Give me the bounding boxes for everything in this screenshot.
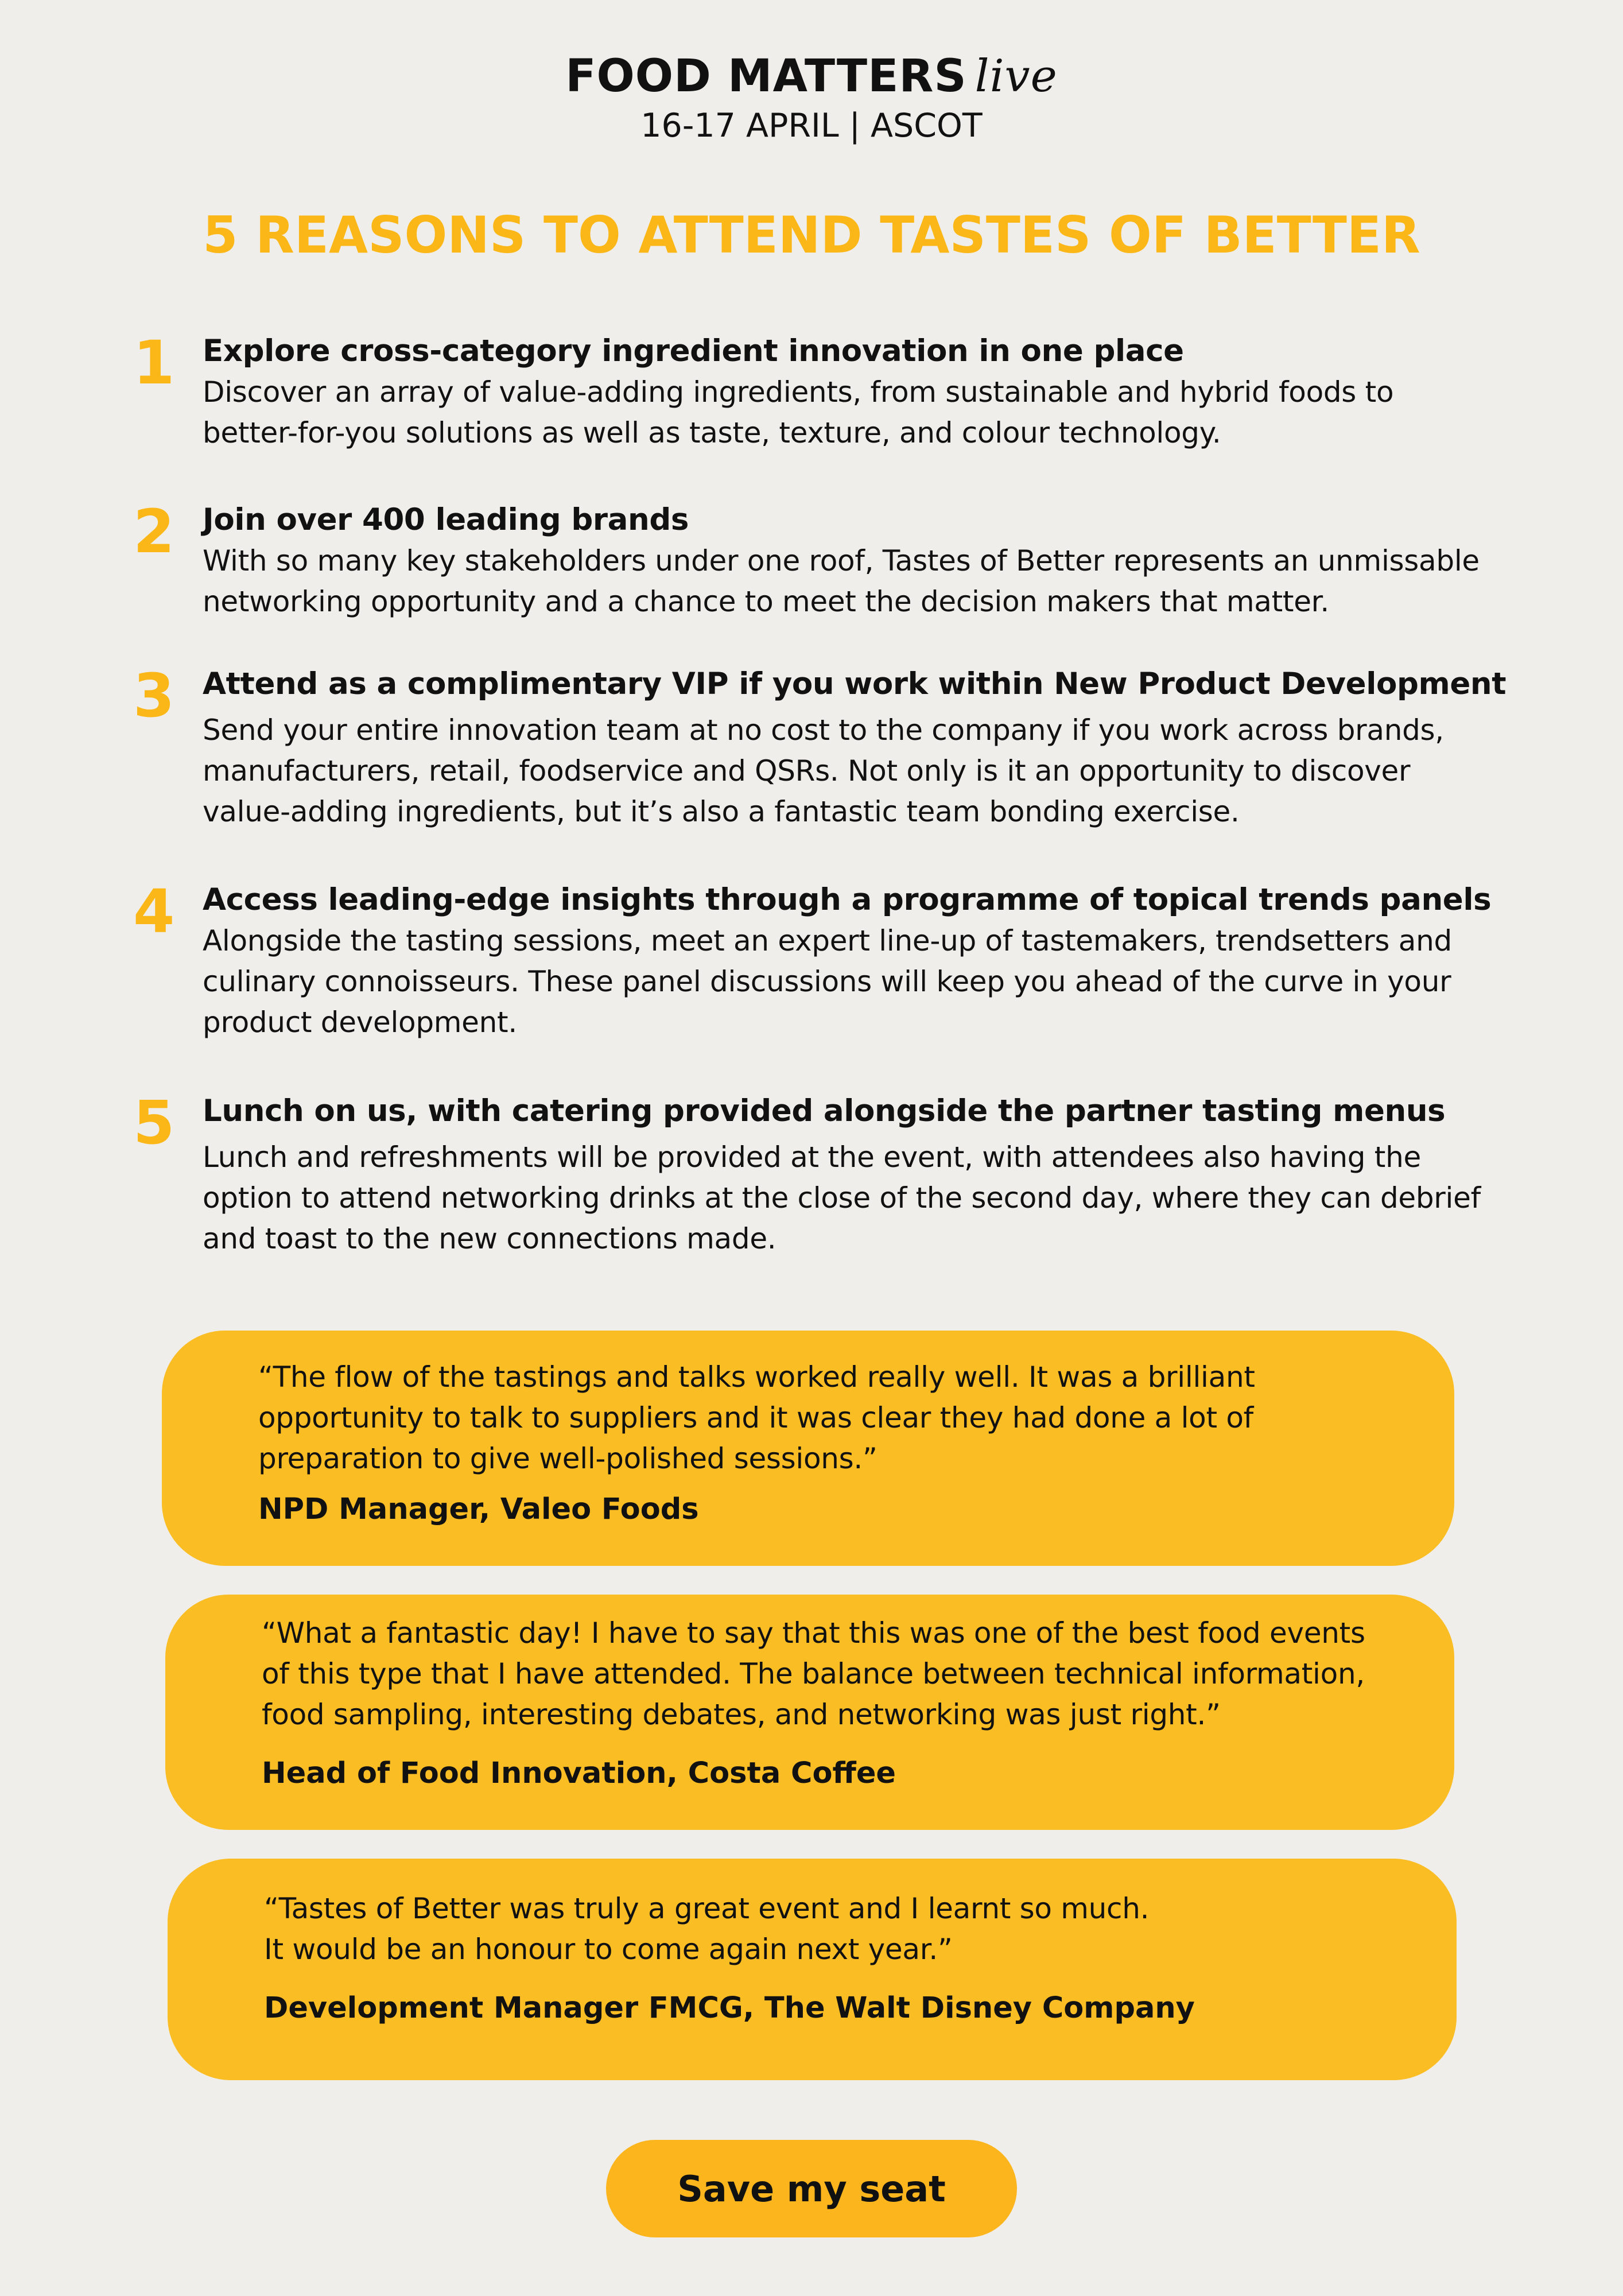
reason-body bbox=[203, 499, 1523, 622]
testimonial-quote-line: “Tastes of Better was truly a great event and I learnt so much. bbox=[264, 1892, 1150, 1925]
testimonial-card bbox=[162, 1331, 1454, 1566]
reason-text-line: product development. bbox=[203, 1006, 517, 1039]
reason-text-line: Lunch and refreshments will be provided at the event, with attendees also having the bbox=[203, 1141, 1421, 1174]
reason-number: 2 bbox=[133, 497, 175, 567]
reason-text-line: value-adding ingredients, but it’s also a fantastic team bonding exercise. bbox=[203, 795, 1240, 828]
reason-number: 1 bbox=[133, 328, 175, 398]
reason-text-line: and toast to the new connections made. bbox=[203, 1222, 776, 1255]
reason-number: 5 bbox=[133, 1088, 175, 1158]
brand-logo bbox=[0, 51, 1623, 102]
brand-live: live bbox=[974, 51, 1058, 102]
testimonial-card bbox=[165, 1595, 1454, 1830]
reason-number: 3 bbox=[133, 661, 175, 731]
reason-title: Access leading-edge insights through a programme of topical trends panels bbox=[203, 882, 1492, 917]
reason-title: Lunch on us, with catering provided alongside the partner tasting menus bbox=[203, 1093, 1446, 1128]
testimonial-card bbox=[168, 1859, 1457, 2080]
reason-body bbox=[203, 879, 1523, 1043]
testimonial-author: Head of Food Innovation, Costa Coffee bbox=[262, 1756, 896, 1790]
reason-text-line: Alongside the tasting sessions, meet an expert line-up of tastemakers, trendsetters and bbox=[203, 924, 1452, 957]
testimonial-quote-line: of this type that I have attended. The balance between technical information, bbox=[262, 1657, 1365, 1690]
reason-title: Attend as a complimentary VIP if you work within New Product Development bbox=[203, 666, 1506, 701]
page-title: 5 REASONS TO ATTEND TASTES OF BETTER bbox=[203, 205, 1420, 265]
testimonial-author: Development Manager FMCG, The Walt Disney Company bbox=[264, 1991, 1195, 2025]
reason-number: 4 bbox=[133, 876, 175, 947]
testimonial-quote-line: food sampling, interesting debates, and networking was just right.” bbox=[262, 1698, 1221, 1731]
reason-title: Explore cross-category ingredient innovation in one place bbox=[203, 333, 1184, 369]
reason-text-line: Discover an array of value-adding ingredients, from sustainable and hybrid foods to bbox=[203, 375, 1394, 409]
reason-title: Join over 400 leading brands bbox=[203, 502, 689, 537]
reason-text-line: Send your entire innovation team at no cost to the company if you work across brands, bbox=[203, 713, 1444, 747]
testimonial-quote-line: “What a fantastic day! I have to say that this was one of the best food events bbox=[262, 1616, 1365, 1650]
reason-text-line: culinary connoisseurs. These panel discussions will keep you ahead of the curve in your bbox=[203, 965, 1451, 998]
reason-text-line: With so many key stakeholders under one roof, Tastes of Better represents an unmissable bbox=[203, 544, 1480, 577]
event-dates: 16-17 APRIL | ASCOT bbox=[640, 107, 983, 145]
testimonial-author: NPD Manager, Valeo Foods bbox=[258, 1492, 699, 1526]
reason-text-line: better-for-you solutions as well as taste, texture, and colour technology. bbox=[203, 416, 1221, 449]
testimonial-quote-line: “The flow of the tastings and talks worked really well. It was a brilliant bbox=[258, 1360, 1255, 1394]
testimonial-quote-line: preparation to give well-polished sessions.” bbox=[258, 1442, 877, 1475]
reason-text-line: manufacturers, retail, foodservice and QSRs. Not only is it an opportunity to discover bbox=[203, 754, 1411, 788]
event-header bbox=[0, 51, 1623, 146]
reason-body bbox=[203, 664, 1523, 832]
testimonial-quote-line: It would be an honour to come again next year.” bbox=[264, 1933, 953, 1966]
reason-body bbox=[203, 331, 1523, 453]
testimonial-quote-line: opportunity to talk to suppliers and it was clear they had done a lot of bbox=[258, 1401, 1253, 1434]
save-my-seat-button[interactable]: Save my seat bbox=[606, 2140, 1017, 2237]
reason-body bbox=[203, 1091, 1523, 1259]
reason-text-line: option to attend networking drinks at the close of the second day, where they can debrief bbox=[203, 1181, 1481, 1215]
reason-text-line: networking opportunity and a chance to meet the decision makers that matter. bbox=[203, 585, 1329, 618]
brand-name: FOOD MATTERS bbox=[565, 51, 967, 102]
